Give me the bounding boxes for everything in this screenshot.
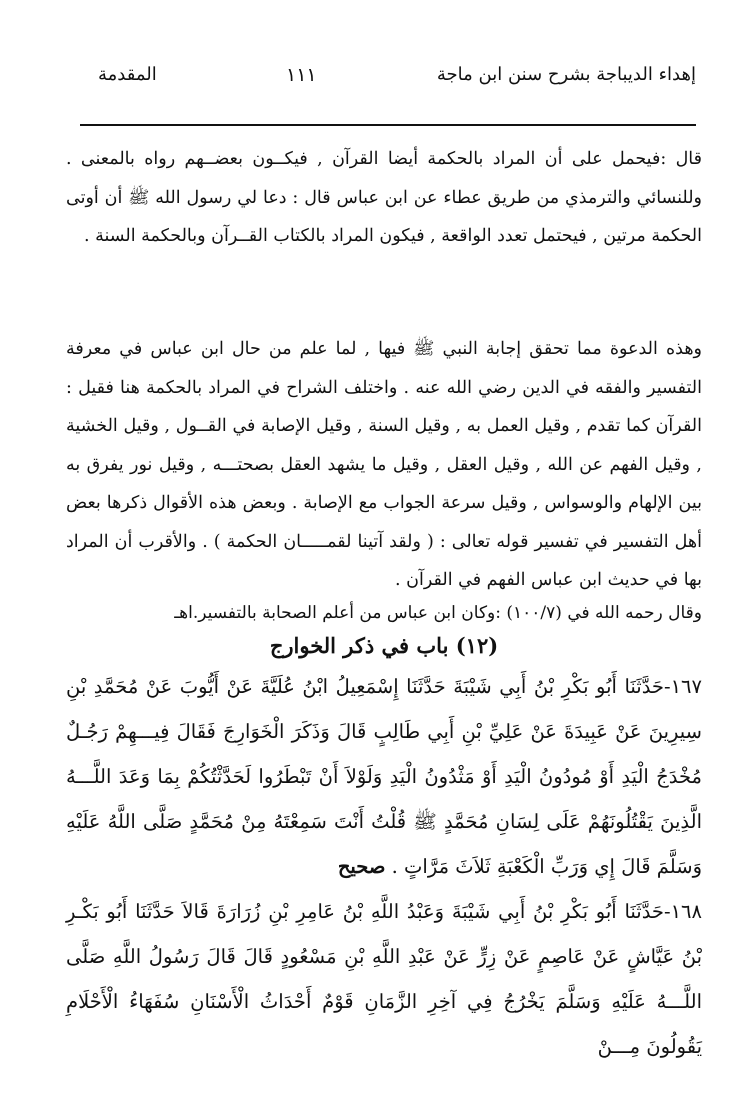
section-name: المقدمة (98, 64, 157, 85)
commentary-paragraph: وهذه الدعوة مما تحقق إجابة النبي ﷺ فيها , لما علم من حال ابن عباس في معرفة التفسير والفقه في الدين رضي الله عنه . واختلف الشراح في المراد بالحكمة هنا فقيل : القرآن كما تقدم , وقيل العمل به , وقيل السنة , وقيل الإصابة في القــول , وقيل الخشية , وقيل الفهم عن الله , وقيل العقل , وقيل ما يشهد العقل بصحتـــه , وقيل نور يفرق به بين الإلهام والوسواس , وقيل سرعة الجواب مع الإصابة . وبعض هذه الأقوال ذكرها بعض أهل التفسير في تفسير قوله تعالى : ( ولقد آتينا لقمـــــان الحكمة ) . والأقرب أن المراد بها في حديث ابن عباس الفهم في القرآن . (66, 339, 702, 590)
page-header (86, 60, 696, 94)
hadith-text: ١٦٨-حَدَّثَنَا أَبُو بَكْرِ بْنُ أَبِي شَيْبَةَ وَعَبْدُ اللَّهِ بْنُ عَامِرِ بْنِ زُرَارَةَ قَالاَ حَدَّثَنَا أَبُو بَكْـرِ بْنُ عَيَّاشٍ عَنْ عَاصِمٍ عَنْ زِرٍّ عَنْ عَبْدِ اللَّهِ بْنِ مَسْعُودٍ قَالَ قَالَ رَسُولُ اللَّهِ صَلَّى اللَّـــهُ عَلَيْهِ وَسَلَّمَ يَخْرُجُ فِي آخِرِ الزَّمَانِ قَوْمٌ أَحْدَاثُ الْأَسْنَانِ سُفَهَاءُ الْأَحْلَامِ يَقُولُونَ مِـــنْ (66, 899, 702, 1058)
page-body (66, 140, 702, 1069)
page-number: ١١١ (286, 64, 317, 86)
closing-quote: وقال رحمه الله في (١٠٠/٧) :وكان ابن عباس من أعلم الصحابة بالتفسير.اهـ (174, 602, 702, 623)
hadith-grade: صحيح (337, 854, 386, 878)
commentary-paragraph: قال :فيحمل على أن المراد بالحكمة أيضا القرآن , فيكــون بعضــهم رواه بالمعنى . وللنسائي والترمذي من طريق عطاء عن ابن عباس قال : دعا لي رسول الله ﷺ أن أوتى الحكمة مرتين , فيحتمل تعدد الواقعة , فيكون المراد بالكتاب القــرآن وبالحكمة السنة . (66, 149, 702, 246)
header-divider (80, 124, 696, 126)
hadith-entry (66, 664, 702, 889)
hadith-entry (66, 889, 702, 1069)
book-title: إهداء الديباجة بشرح سنن ابن ماجة (436, 64, 696, 85)
chapter-title: (١٢) باب في ذكر الخوارج (269, 632, 499, 658)
hadith-text: ١٦٧-حَدَّثَنَا أَبُو بَكْرِ بْنُ أَبِي شَيْبَةَ حَدَّثَنَا إِسْمَعِيلُ ابْنُ عُلَيَّةَ عَنْ أَيُّوبَ عَنْ مُحَمَّدِ بْنِ سِيرِينَ عَنْ عَبِيدَةَ عَنْ عَلِيِّ بْنِ أَبِي طَالِبٍ قَالَ وَذَكَرَ الْخَوَارِجَ فَقَالَ فِيـــهِمْ رَجُـلٌ مُخْدَجُ الْيَدِ أَوْ مُودُونُ الْيَدِ أَوْ مَثْدُونُ الْيَدِ وَلَوْلاَ أَنْ تَبْطَرُوا لَحَدَّثْتُكُمْ بِمَا وَعَدَ اللَّـــهُ الَّذِينَ يَقْتُلُونَهُمْ عَلَى لِسَانِ مُحَمَّدٍ ﷺ قُلْتُ أَنْتَ سَمِعْتَهُ مِنْ مُحَمَّدٍ صَلَّى اللَّهُ عَلَيْهِ وَسَلَّمَ قَالَ إِي وَرَبِّ الْكَعْبَةِ ثَلاَثَ مَرَّاتٍ . (66, 674, 702, 878)
